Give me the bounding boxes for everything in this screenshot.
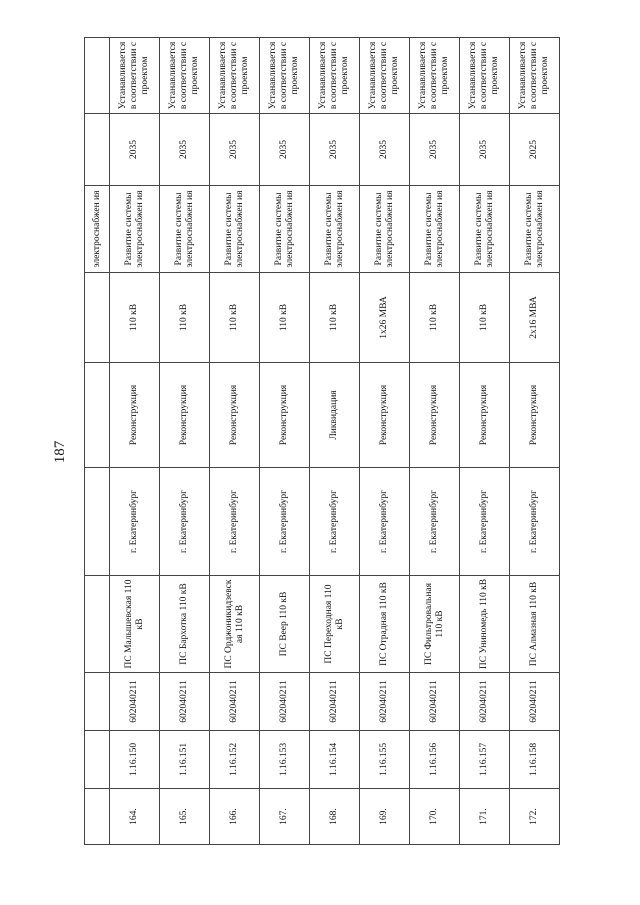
table-row	[510, 38, 560, 845]
table-row	[360, 38, 410, 845]
cell-year: 2035	[210, 114, 260, 186]
cell-capacity: 110 кВ	[310, 273, 360, 363]
table-cell: электроснабжен ия	[85, 186, 110, 273]
cell-code: 1.16.150	[110, 731, 160, 789]
cell-action: Реконструкция	[410, 363, 460, 468]
table-row	[210, 38, 260, 845]
cell-code: 1.16.154	[310, 731, 360, 789]
table-row	[110, 38, 160, 845]
table-row	[310, 38, 360, 845]
cell-capacity: 110 кВ	[410, 273, 460, 363]
cell-location: г. Екатеринбург	[110, 468, 160, 576]
cell-num: 171.	[460, 789, 510, 845]
cell-year: 2035	[360, 114, 410, 186]
cell-zone: Устанавливается в соответствии с проектом	[410, 38, 460, 114]
continuation-row	[85, 38, 110, 845]
cell-capacity: 110 кВ	[210, 273, 260, 363]
cell-type: Развитие системы электроснабжен ия	[410, 186, 460, 273]
table-cell	[85, 576, 110, 673]
cell-capacity: 110 кВ	[160, 273, 210, 363]
cell-num: 164.	[110, 789, 160, 845]
table-row	[460, 38, 510, 845]
cell-name: ПС Переходная 110 кВ	[310, 576, 360, 673]
cell-year: 2035	[260, 114, 310, 186]
cell-num: 169.	[360, 789, 410, 845]
cell-action: Реконструкция	[260, 363, 310, 468]
cell-name: ПС Бархотка 110 кВ	[160, 576, 210, 673]
cell-code: 1.16.155	[360, 731, 410, 789]
cell-zone: Устанавливается в соответствии с проектом	[510, 38, 560, 114]
cell-location: г. Екатеринбург	[210, 468, 260, 576]
cell-action: Реконструкция	[460, 363, 510, 468]
table-row	[410, 38, 460, 845]
cell-action: Реконструкция	[210, 363, 260, 468]
table-cell	[85, 38, 110, 114]
cell-oktmo: 602040211	[510, 673, 560, 731]
table-cell	[85, 468, 110, 576]
cell-location: г. Екатеринбург	[460, 468, 510, 576]
cell-name: ПС Орджоникидзевск ая 110 кВ	[210, 576, 260, 673]
cell-num: 165.	[160, 789, 210, 845]
cell-oktmo: 602040211	[310, 673, 360, 731]
cell-name: ПС Алмазная 110 кВ	[510, 576, 560, 673]
cell-type: Развитие системы электроснабжен ия	[110, 186, 160, 273]
table-cell	[85, 731, 110, 789]
cell-action: Реконструкция	[510, 363, 560, 468]
cell-year: 2035	[460, 114, 510, 186]
table-row	[260, 38, 310, 845]
table-cell	[85, 789, 110, 845]
table-cell	[85, 673, 110, 731]
cell-location: г. Екатеринбург	[160, 468, 210, 576]
cell-name: ПС Малышевская 110 кВ	[110, 576, 160, 673]
cell-zone: Устанавливается в соответствии с проектом	[310, 38, 360, 114]
cell-oktmo: 602040211	[260, 673, 310, 731]
cell-zone: Устанавливается в соответствии с проектом	[160, 38, 210, 114]
cell-year: 2035	[110, 114, 160, 186]
objects-table	[84, 37, 560, 845]
cell-type: Развитие системы электроснабжен ия	[260, 186, 310, 273]
cell-code: 1.16.152	[210, 731, 260, 789]
cell-num: 168.	[310, 789, 360, 845]
cell-capacity: 110 кВ	[460, 273, 510, 363]
cell-type: Развитие системы электроснабжен ия	[460, 186, 510, 273]
cell-num: 166.	[210, 789, 260, 845]
cell-zone: Устанавливается в соответствии с проектом	[460, 38, 510, 114]
page-number: 187	[52, 440, 68, 464]
table-container	[84, 38, 578, 845]
cell-capacity: 110 кВ	[110, 273, 160, 363]
cell-code: 1.16.158	[510, 731, 560, 789]
cell-num: 170.	[410, 789, 460, 845]
cell-location: г. Екатеринбург	[310, 468, 360, 576]
cell-num: 172.	[510, 789, 560, 845]
cell-name: ПС Униномедь 110 кВ	[460, 576, 510, 673]
cell-code: 1.16.157	[460, 731, 510, 789]
cell-location: г. Екатеринбург	[260, 468, 310, 576]
cell-year: 2035	[160, 114, 210, 186]
cell-name: ПС Веер 110 кВ	[260, 576, 310, 673]
cell-zone: Устанавливается в соответствии с проектом	[210, 38, 260, 114]
cell-zone: Устанавливается в соответствии с проектом	[360, 38, 410, 114]
cell-zone: Устанавливается в соответствии с проектом	[260, 38, 310, 114]
cell-capacity: 2х16 МВА	[510, 273, 560, 363]
cell-type: Развитие системы электроснабжен ия	[510, 186, 560, 273]
cell-type: Развитие системы электроснабжен ия	[160, 186, 210, 273]
table-cell	[85, 273, 110, 363]
cell-year: 2035	[310, 114, 360, 186]
cell-code: 1.16.151	[160, 731, 210, 789]
cell-code: 1.16.153	[260, 731, 310, 789]
cell-year: 2035	[410, 114, 460, 186]
cell-oktmo: 602040211	[410, 673, 460, 731]
cell-action: Ликвидация	[310, 363, 360, 468]
table-cell	[85, 114, 110, 186]
cell-oktmo: 602040211	[460, 673, 510, 731]
cell-type: Развитие системы электроснабжен ия	[210, 186, 260, 273]
cell-zone: Устанавливается в соответствии с проектом	[110, 38, 160, 114]
cell-type: Развитие системы электроснабжен ия	[360, 186, 410, 273]
cell-capacity: 110 кВ	[260, 273, 310, 363]
cell-location: г. Екатеринбург	[410, 468, 460, 576]
cell-oktmo: 602040211	[210, 673, 260, 731]
cell-action: Реконструкция	[110, 363, 160, 468]
cell-oktmo: 602040211	[110, 673, 160, 731]
cell-location: г. Екатеринбург	[360, 468, 410, 576]
cell-action: Реконструкция	[360, 363, 410, 468]
cell-capacity: 1х26 МВА	[360, 273, 410, 363]
cell-oktmo: 602040211	[360, 673, 410, 731]
cell-code: 1.16.156	[410, 731, 460, 789]
cell-oktmo: 602040211	[160, 673, 210, 731]
cell-year: 2025	[510, 114, 560, 186]
cell-type: Развитие системы электроснабжен ия	[310, 186, 360, 273]
table-cell	[85, 363, 110, 468]
cell-action: Реконструкция	[160, 363, 210, 468]
table-row	[160, 38, 210, 845]
cell-name: ПС Отрадная 110 кВ	[360, 576, 410, 673]
cell-num: 167.	[260, 789, 310, 845]
cell-location: г. Екатеринбург	[510, 468, 560, 576]
cell-name: ПС Фильтровальная 110 кВ	[410, 576, 460, 673]
